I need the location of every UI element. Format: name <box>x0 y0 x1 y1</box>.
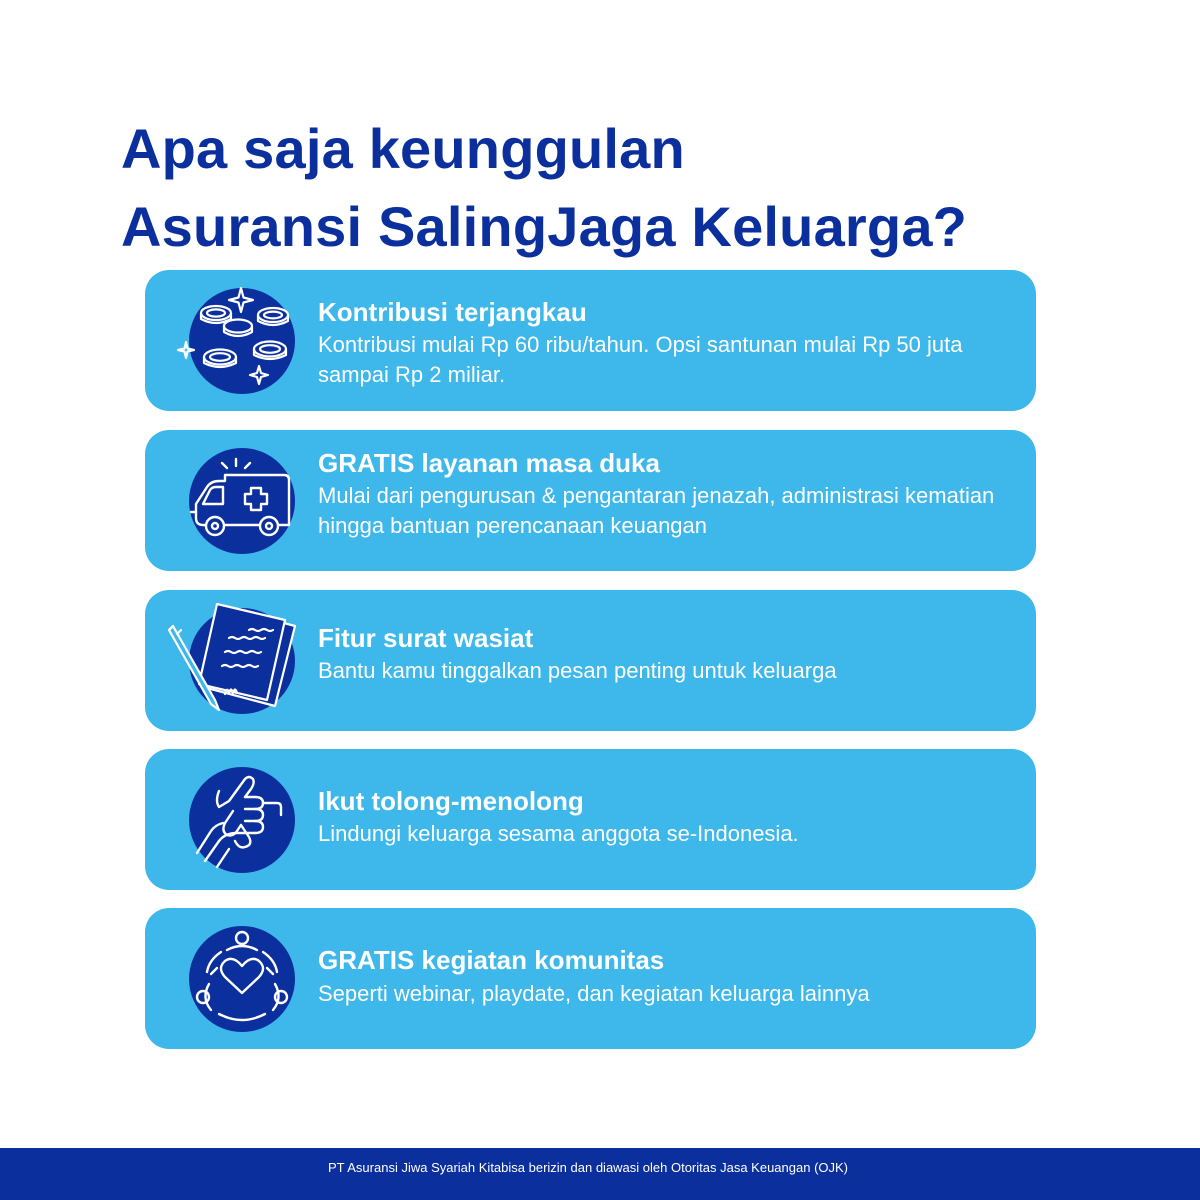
feature-card-will <box>145 590 1036 731</box>
feature-title: GRATIS layanan masa duka <box>318 448 660 478</box>
community-heart-icon <box>145 908 295 1049</box>
footer-bar <box>0 1148 1200 1200</box>
ambulance-icon <box>145 430 295 571</box>
feature-card-mutual-help <box>145 749 1036 890</box>
feature-title: GRATIS kegiatan komunitas <box>318 945 665 975</box>
page-title-line-1: Apa saja keunggulan <box>121 117 685 180</box>
feature-card-community <box>145 908 1036 1049</box>
feature-title: Ikut tolong-menolong <box>318 786 584 816</box>
feature-card-bereavement-service <box>145 430 1036 571</box>
feature-description: Kontribusi mulai Rp 60 ribu/tahun. Opsi santunan mulai Rp 50 juta sampai Rp 2 miliar. <box>318 332 963 387</box>
feature-description: Lindungi keluarga sesama anggota se-Indonesia. <box>318 821 799 846</box>
feature-description: Bantu kamu tinggalkan pesan penting untuk keluarga <box>318 658 837 683</box>
will-document-icon <box>145 590 295 731</box>
page-title-line-2: Asuransi SalingJaga Keluarga? <box>121 195 968 258</box>
regulatory-disclaimer: PT Asuransi Jiwa Syariah Kitabisa berizin dan diawasi oleh Otoritas Jasa Keuangan (OJK) <box>327 1160 849 1175</box>
coins-icon <box>145 270 295 411</box>
page-title <box>121 110 1081 266</box>
helping-hand-icon <box>145 749 295 890</box>
feature-card-contribution <box>145 270 1036 411</box>
feature-description: Mulai dari pengurusan & pengantaran jenazah, administrasi kematian hingga bantuan perencanaan keuangan <box>318 483 995 538</box>
feature-description: Seperti webinar, playdate, dan kegiatan keluarga lainnya <box>318 981 870 1006</box>
feature-title: Kontribusi terjangkau <box>318 297 587 327</box>
feature-title: Fitur surat wasiat <box>318 623 534 653</box>
